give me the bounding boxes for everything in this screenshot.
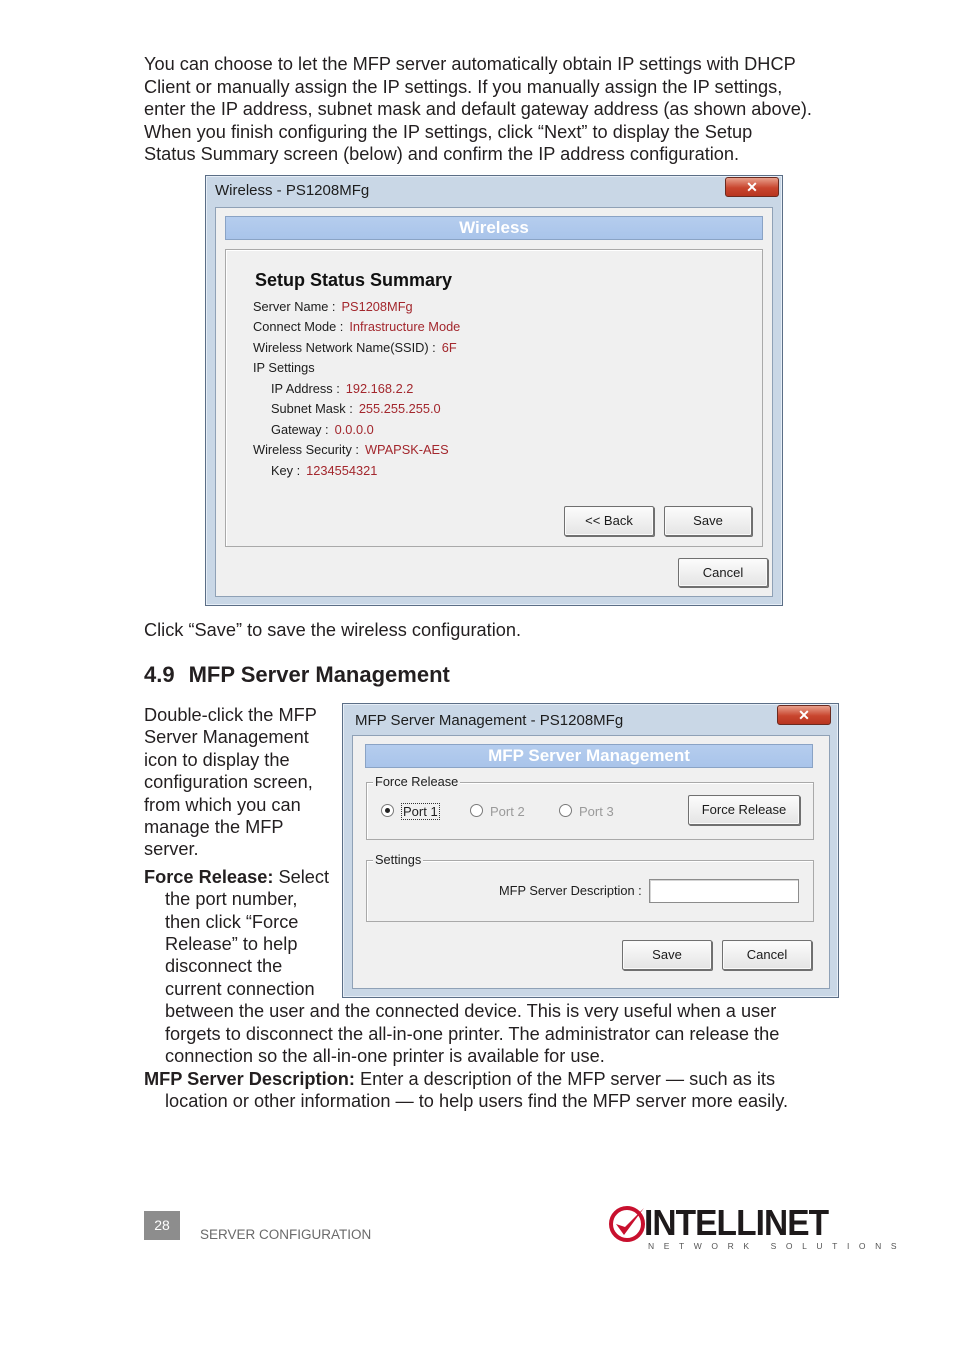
text-line: then click “Force [165,911,299,932]
summary-row: Wireless Network Name(SSID) : 6F [253,340,457,355]
intro-line: When you finish configuring the IP settings, click “Next” to display the Setup [144,121,753,142]
page-number: 28 [144,1211,180,1240]
logo-wordmark: INTELLINET [644,1202,829,1243]
text-line: from which you can [144,794,301,815]
intro-line: You can choose to let the MFP server automatically obtain IP settings with DHCP [144,54,796,74]
save-button[interactable]: Save [664,506,752,536]
intro-line: enter the IP address, subnet mask and default gateway address (as shown above). [144,99,812,119]
summary-row: Server Name : PS1208MFg [253,299,413,314]
intro-line: Status Summary screen (below) and confirm the IP address configuration. [144,144,740,164]
wireless-dialog [205,175,783,606]
force-release-term: Force Release: [144,866,274,887]
settings-group-title: Settings [375,852,422,867]
text-line: manage the MFP [144,817,284,838]
summary-heading: Setup Status Summary [255,270,453,290]
radio-icon [470,804,483,817]
intellinet-logo [608,1202,907,1254]
summary-row: Key : 1234554321 [271,463,378,478]
force-release-group [366,774,814,840]
text-line: configuration screen, [144,772,313,793]
text-line: forgets to disconnect the all-in-one printer. The administrator can release the [165,1023,780,1044]
port-2-radio[interactable]: Port 2 [470,804,525,819]
intro-paragraph [144,53,864,166]
summary-panel [225,249,763,547]
text-line: Double-click the MFP [144,705,317,725]
summary-row: Subnet Mask : 255.255.255.0 [271,401,441,416]
description-label: MFP Server Description : [499,883,642,898]
port-3-radio[interactable]: Port 3 [559,804,614,819]
section-title: MFP Server Management [188,662,450,687]
text-line: disconnect the [165,956,283,977]
summary-row: IP Address : 192.168.2.2 [271,381,414,396]
mfp-dialog-client [352,735,830,989]
summary-row: IP Settings [253,360,315,375]
force-release-button[interactable]: Force Release [688,795,800,825]
summary-row: Wireless Security : WPAPSK-AES [253,442,449,457]
intro-line: Client or manually assign the IP settings. If you manually assign the IP settings, [144,76,783,97]
description-def [144,1068,788,1090]
mfp-dialog-title: MFP Server Management - PS1208MFg [355,712,624,729]
description-term: MFP Server Description: [144,1068,355,1089]
footer-section-label: SERVER CONFIGURATION [200,1227,372,1242]
close-icon[interactable]: ✕ [777,705,831,725]
cancel-button[interactable]: Cancel [722,940,812,970]
text-line: current connection [165,978,315,999]
text-line: Enter a description of the MFP server — such as its [359,1068,776,1089]
section-number: 4.9 [144,662,175,687]
save-button[interactable]: Save [622,940,712,970]
logo-tagline: NETWORK SOLUTIONS [648,1241,907,1251]
text-line: connection so the all-in-one printer is available for use. [165,1046,605,1067]
port-1-radio[interactable]: Port 1 [381,804,440,819]
back-button[interactable]: << Back [564,506,654,536]
summary-row: Gateway : 0.0.0.0 [271,422,374,437]
wireless-banner: Wireless [225,216,763,240]
checkmark-logo-icon [608,1204,648,1244]
radio-selected-icon [381,804,394,817]
wireless-dialog-client [215,207,773,597]
mfp-banner: MFP Server Management [365,744,813,768]
text-line: Server Management [144,727,309,748]
summary-row: Connect Mode : Infrastructure Mode [253,319,461,334]
close-icon[interactable]: ✕ [725,177,779,197]
radio-icon [559,804,572,817]
text-line: location or other information — to help users find the MFP server more easily. [165,1090,789,1111]
text-line: Release” to help [165,934,298,955]
text-line: icon to display the [144,749,290,770]
wireless-dialog-title: Wireless - PS1208MFg [215,182,370,199]
description-input[interactable] [649,879,799,903]
click-save-text: Click “Save” to save the wireless configuration. [144,620,522,640]
text-line: the port number, [165,889,298,910]
force-release-group-title: Force Release [375,774,459,789]
text-line: between the user and the connected device. This is very useful when a user [165,1001,777,1022]
text-line: Select [278,866,330,887]
settings-group [366,852,814,922]
text-line: server. [144,839,199,860]
cancel-button[interactable]: Cancel [678,558,768,587]
mfp-dialog [342,703,839,998]
section-heading [144,662,450,688]
